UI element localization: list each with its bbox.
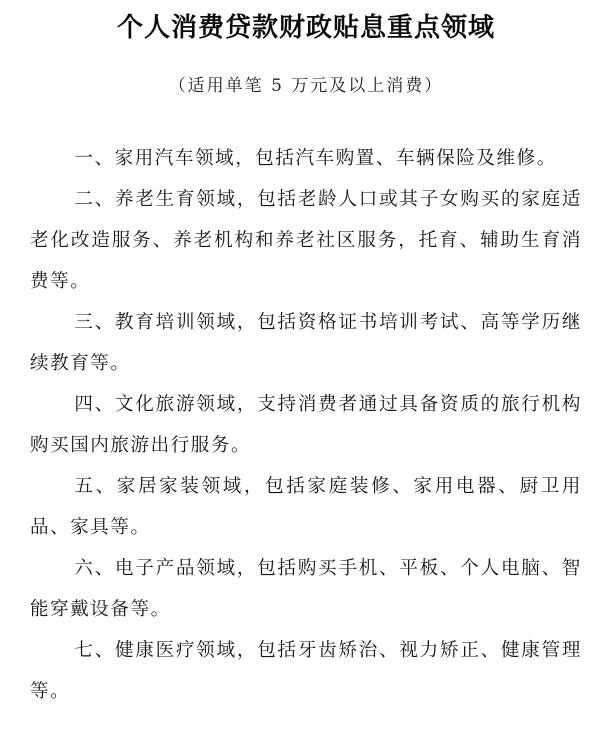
list-item-electronics: 六、电子产品领域，包括购买手机、平板、个人电脑、智能穿戴设备等。 <box>30 558 582 620</box>
list-item-education: 三、教育培训领域，包括资格证书培训考试、高等学历继续教育等。 <box>30 312 582 374</box>
list-item-home: 五、家居家装领域，包括家庭装修、家用电器、厨卫用品、家具等。 <box>30 476 582 538</box>
document-subtitle: （适用单笔 5 万元及以上消费） <box>168 76 444 96</box>
item-list <box>30 138 582 712</box>
list-item-health: 七、健康医疗领域，包括牙齿矫治、视力矫正、健康管理等。 <box>30 640 582 702</box>
list-item-elderly-care: 二、养老生育领域，包括老龄人口或其子女购买的家庭适老化改造服务、养老机构和养老社区服务，托育、辅助生育消费等。 <box>30 189 582 292</box>
document-title: 个人消费贷款财政贴息重点领域 <box>116 13 495 43</box>
list-item-tourism: 四、文化旅游领域，支持消费者通过具备资质的旅行机构购买国内旅游出行服务。 <box>30 394 582 456</box>
list-item-car: 一、家用汽车领域，包括汽车购置、车辆保险及维修。 <box>74 148 557 169</box>
